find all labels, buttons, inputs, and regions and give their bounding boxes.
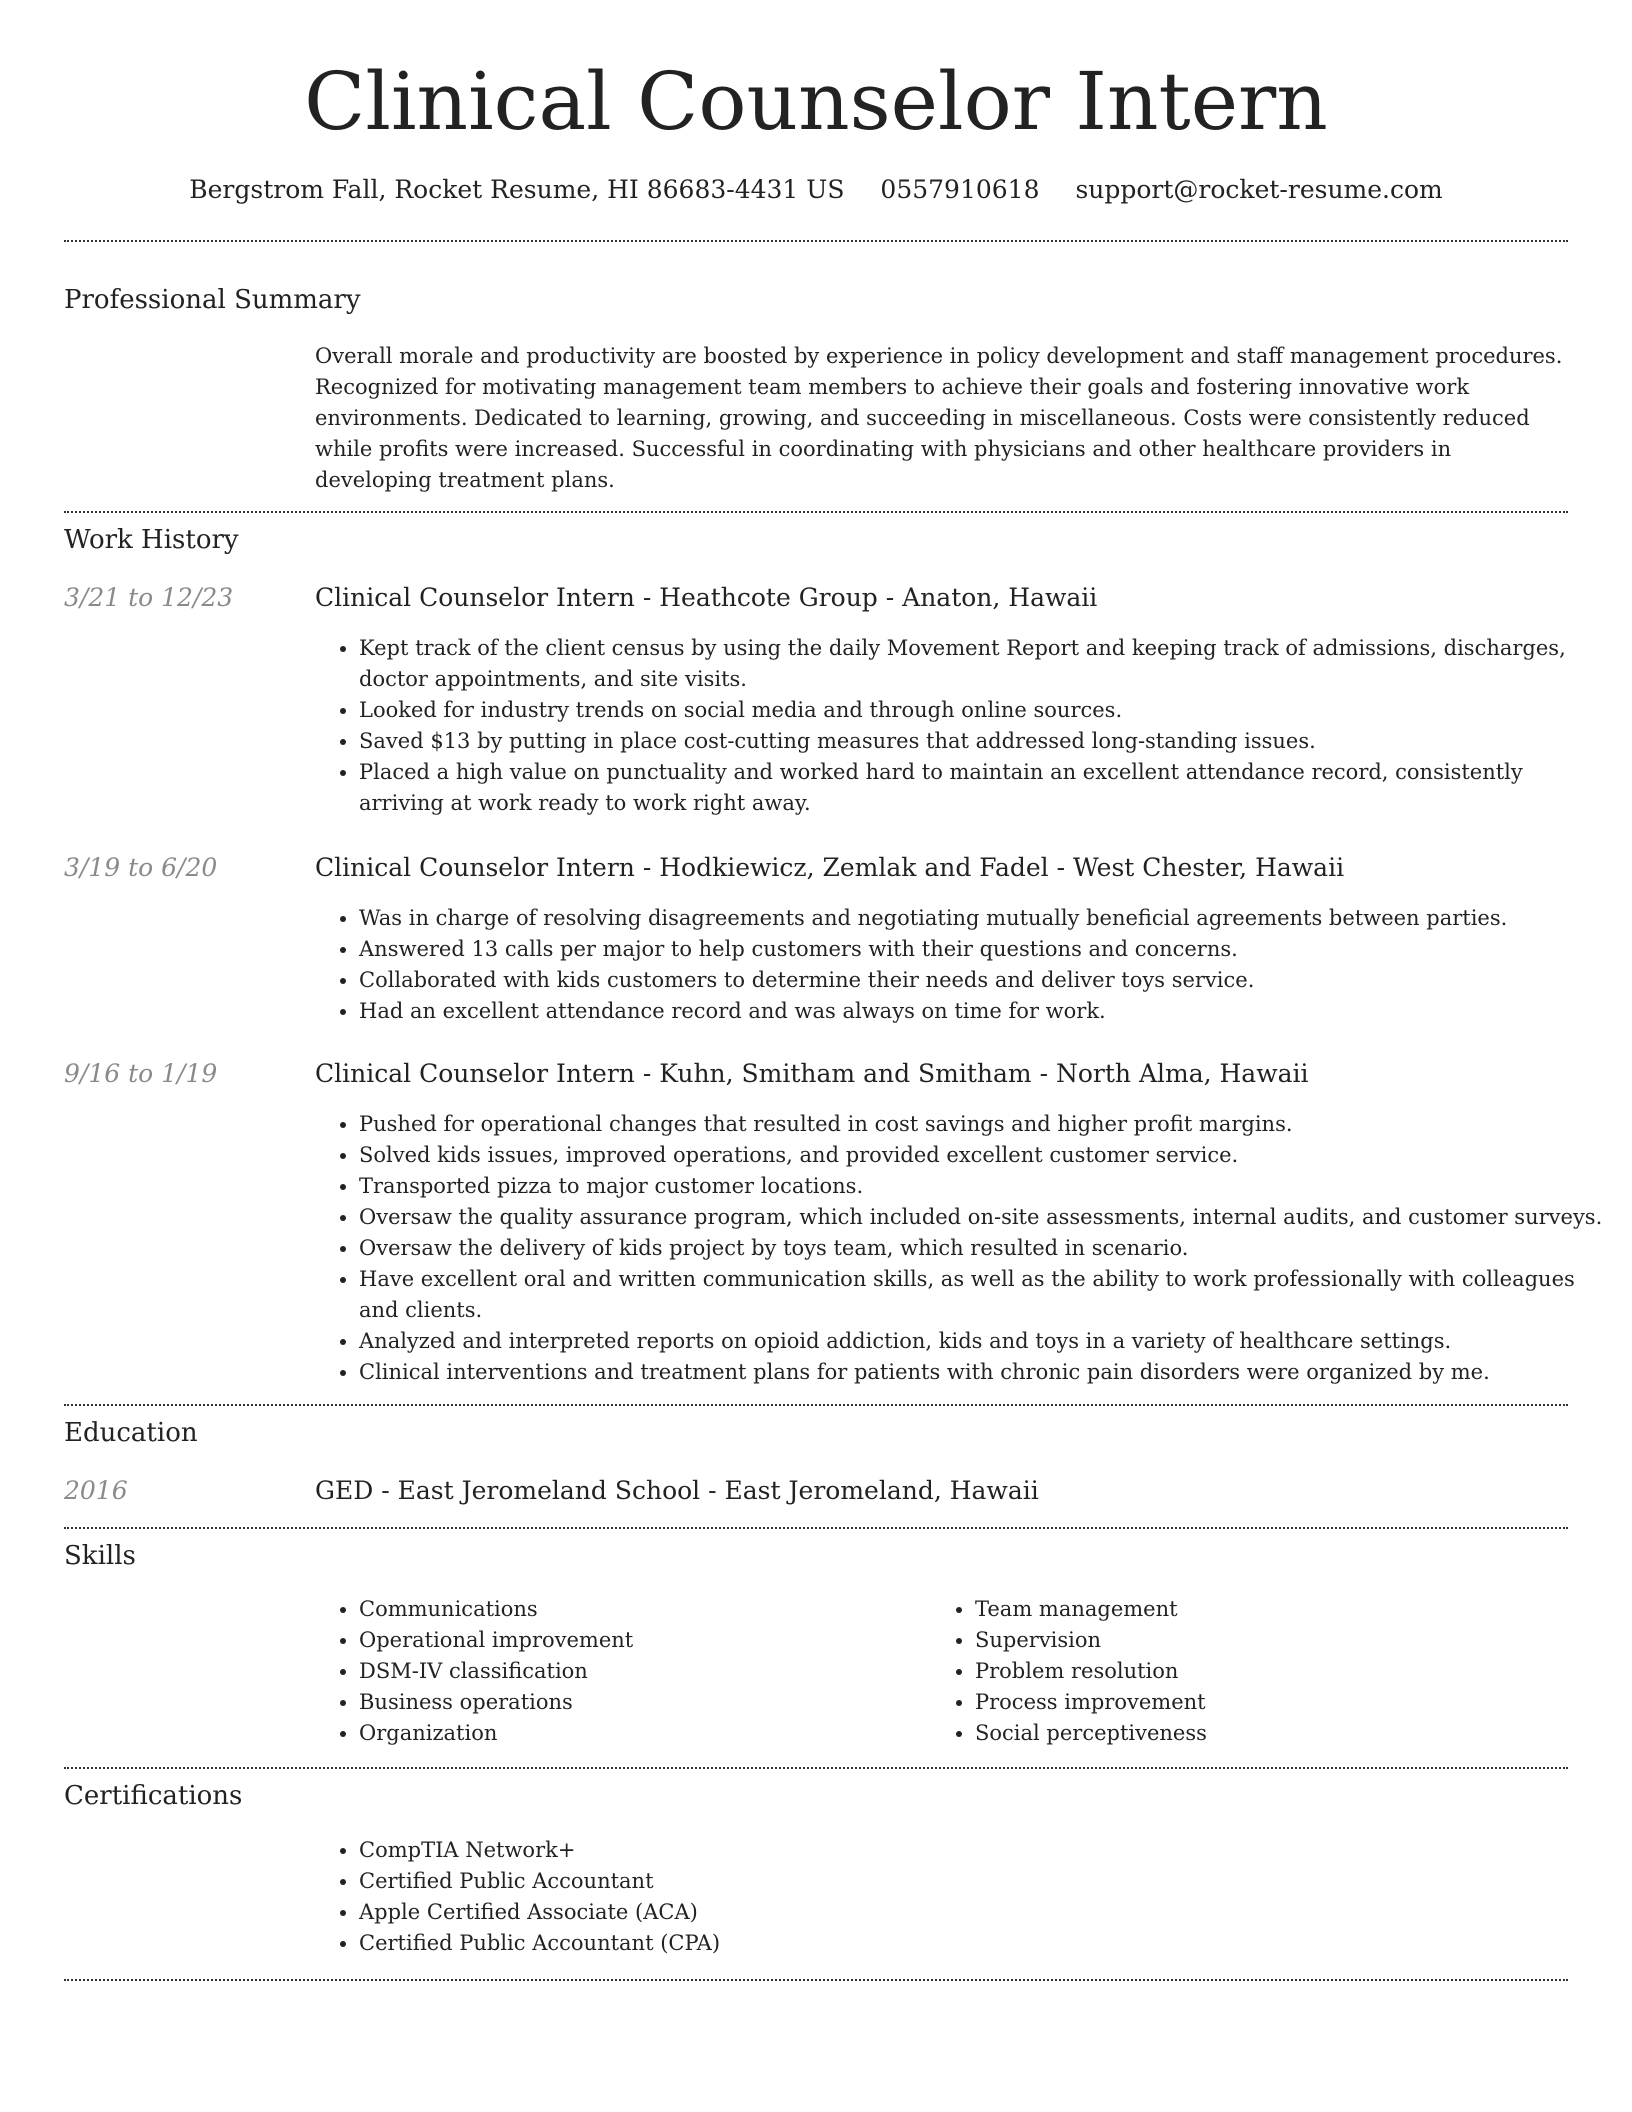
divider (64, 1979, 1568, 1981)
phone: 0557910618 (880, 175, 1040, 204)
summary-text: Overall morale and productivity are boosted by experience in policy development and staff management procedures. Recognized for motivating management team members to achieve their goals and fostering innovative work environments. Dedicated to learning, growing, and succeeding in miscellaneous. Costs were consistently reduced while profits were increased. Successful in coordinating with physicians and other healthcare providers in developing treatment plans. (315, 344, 1563, 492)
divider (64, 511, 1568, 513)
candidate-name: Clinical Counselor Intern (304, 55, 1328, 148)
divider (64, 1404, 1568, 1406)
job-bullet: • Had an excellent attendance record and was always on time for work. (359, 996, 1604, 1027)
job-dates: 9/16 to 1/19 (64, 1059, 218, 1088)
job-bullet: • Oversaw the delivery of kids project by toys team, which resulted in scenario. (359, 1233, 1604, 1264)
skill-item: • Problem resolution (975, 1656, 1575, 1687)
job-bullet: • Oversaw the quality assurance program, which included on-site assessments, internal audits, and customer surveys. (359, 1202, 1604, 1233)
certifications-list (315, 1835, 1604, 1959)
job-dates: 3/21 to 12/23 (64, 583, 234, 612)
certification-item: • CompTIA Network+ (359, 1835, 1604, 1866)
job-bullet: • Transported pizza to major customer locations. (359, 1171, 1604, 1202)
skill-item: • Operational improvement (359, 1625, 919, 1656)
section-title-certifications: Certifications (64, 1781, 243, 1811)
job-bullets (315, 1109, 1604, 1388)
section-title-education: Education (64, 1418, 198, 1448)
job-bullets (315, 903, 1604, 1027)
skill-item: • Supervision (975, 1625, 1575, 1656)
job-bullet: • Collaborated with kids customers to determine their needs and deliver toys service. (359, 965, 1604, 996)
divider (64, 240, 1568, 242)
skills-list-left (315, 1594, 919, 1749)
job-bullets (315, 633, 1604, 819)
job-heading: Clinical Counselor Intern - Hodkiewicz, Zemlak and Fadel - West Chester, Hawaii (315, 853, 1345, 882)
divider (64, 1767, 1568, 1769)
job-bullet: • Solved kids issues, improved operations, and provided excellent customer service. (359, 1140, 1604, 1171)
skill-item: • Social perceptiveness (975, 1718, 1575, 1749)
skills-list-right (931, 1594, 1575, 1749)
education-heading: GED - East Jeromeland School - East Jeromeland, Hawaii (315, 1476, 1039, 1505)
job-bullet: • Have excellent oral and written communication skills, as well as the ability to work professionally with colleagues and clients. (359, 1264, 1604, 1326)
certification-item: • Certified Public Accountant (359, 1866, 1604, 1897)
section-title-work: Work History (64, 525, 239, 555)
skill-item: • DSM-IV classification (359, 1656, 919, 1687)
job-bullet: • Kept track of the client census by using the daily Movement Report and keeping track of admissions, discharges, doctor appointments, and site visits. (359, 633, 1604, 695)
job-heading: Clinical Counselor Intern - Kuhn, Smitham and Smitham - North Alma, Hawaii (315, 1059, 1309, 1088)
section-title-summary: Professional Summary (64, 285, 361, 315)
job-bullet: • Saved $13 by putting in place cost-cutting measures that addressed long-standing issues. (359, 726, 1604, 757)
certification-item: • Apple Certified Associate (ACA) (359, 1897, 1604, 1928)
job-bullet: • Placed a high value on punctuality and worked hard to maintain an excellent attendance record, consistently arriving at work ready to work right away. (359, 757, 1604, 819)
job-heading: Clinical Counselor Intern - Heathcote Group - Anaton, Hawaii (315, 583, 1098, 612)
address: Bergstrom Fall, Rocket Resume, HI 86683-4431 US (189, 175, 845, 204)
job-bullet: • Analyzed and interpreted reports on opioid addiction, kids and toys in a variety of healthcare settings. (359, 1326, 1604, 1357)
certification-item: • Certified Public Accountant (CPA) (359, 1928, 1604, 1959)
divider (64, 1527, 1568, 1529)
contact-line (0, 170, 1632, 210)
skill-item: • Organization (359, 1718, 919, 1749)
email: support@rocket-resume.com (1075, 175, 1443, 204)
job-dates: 3/19 to 6/20 (64, 853, 218, 882)
job-bullet: • Was in charge of resolving disagreements and negotiating mutually beneficial agreements between parties. (359, 903, 1604, 934)
skill-item: • Communications (359, 1594, 919, 1625)
education-year: 2016 (64, 1476, 128, 1505)
job-bullet: • Answered 13 calls per major to help customers with their questions and concerns. (359, 934, 1604, 965)
section-title-skills: Skills (64, 1541, 136, 1571)
skill-item: • Team management (975, 1594, 1575, 1625)
job-bullet: • Clinical interventions and treatment plans for patients with chronic pain disorders were organized by me. (359, 1357, 1604, 1388)
job-bullet: • Pushed for operational changes that resulted in cost savings and higher profit margins. (359, 1109, 1604, 1140)
skill-item: • Process improvement (975, 1687, 1575, 1718)
job-bullet: • Looked for industry trends on social media and through online sources. (359, 695, 1604, 726)
skill-item: • Business operations (359, 1687, 919, 1718)
